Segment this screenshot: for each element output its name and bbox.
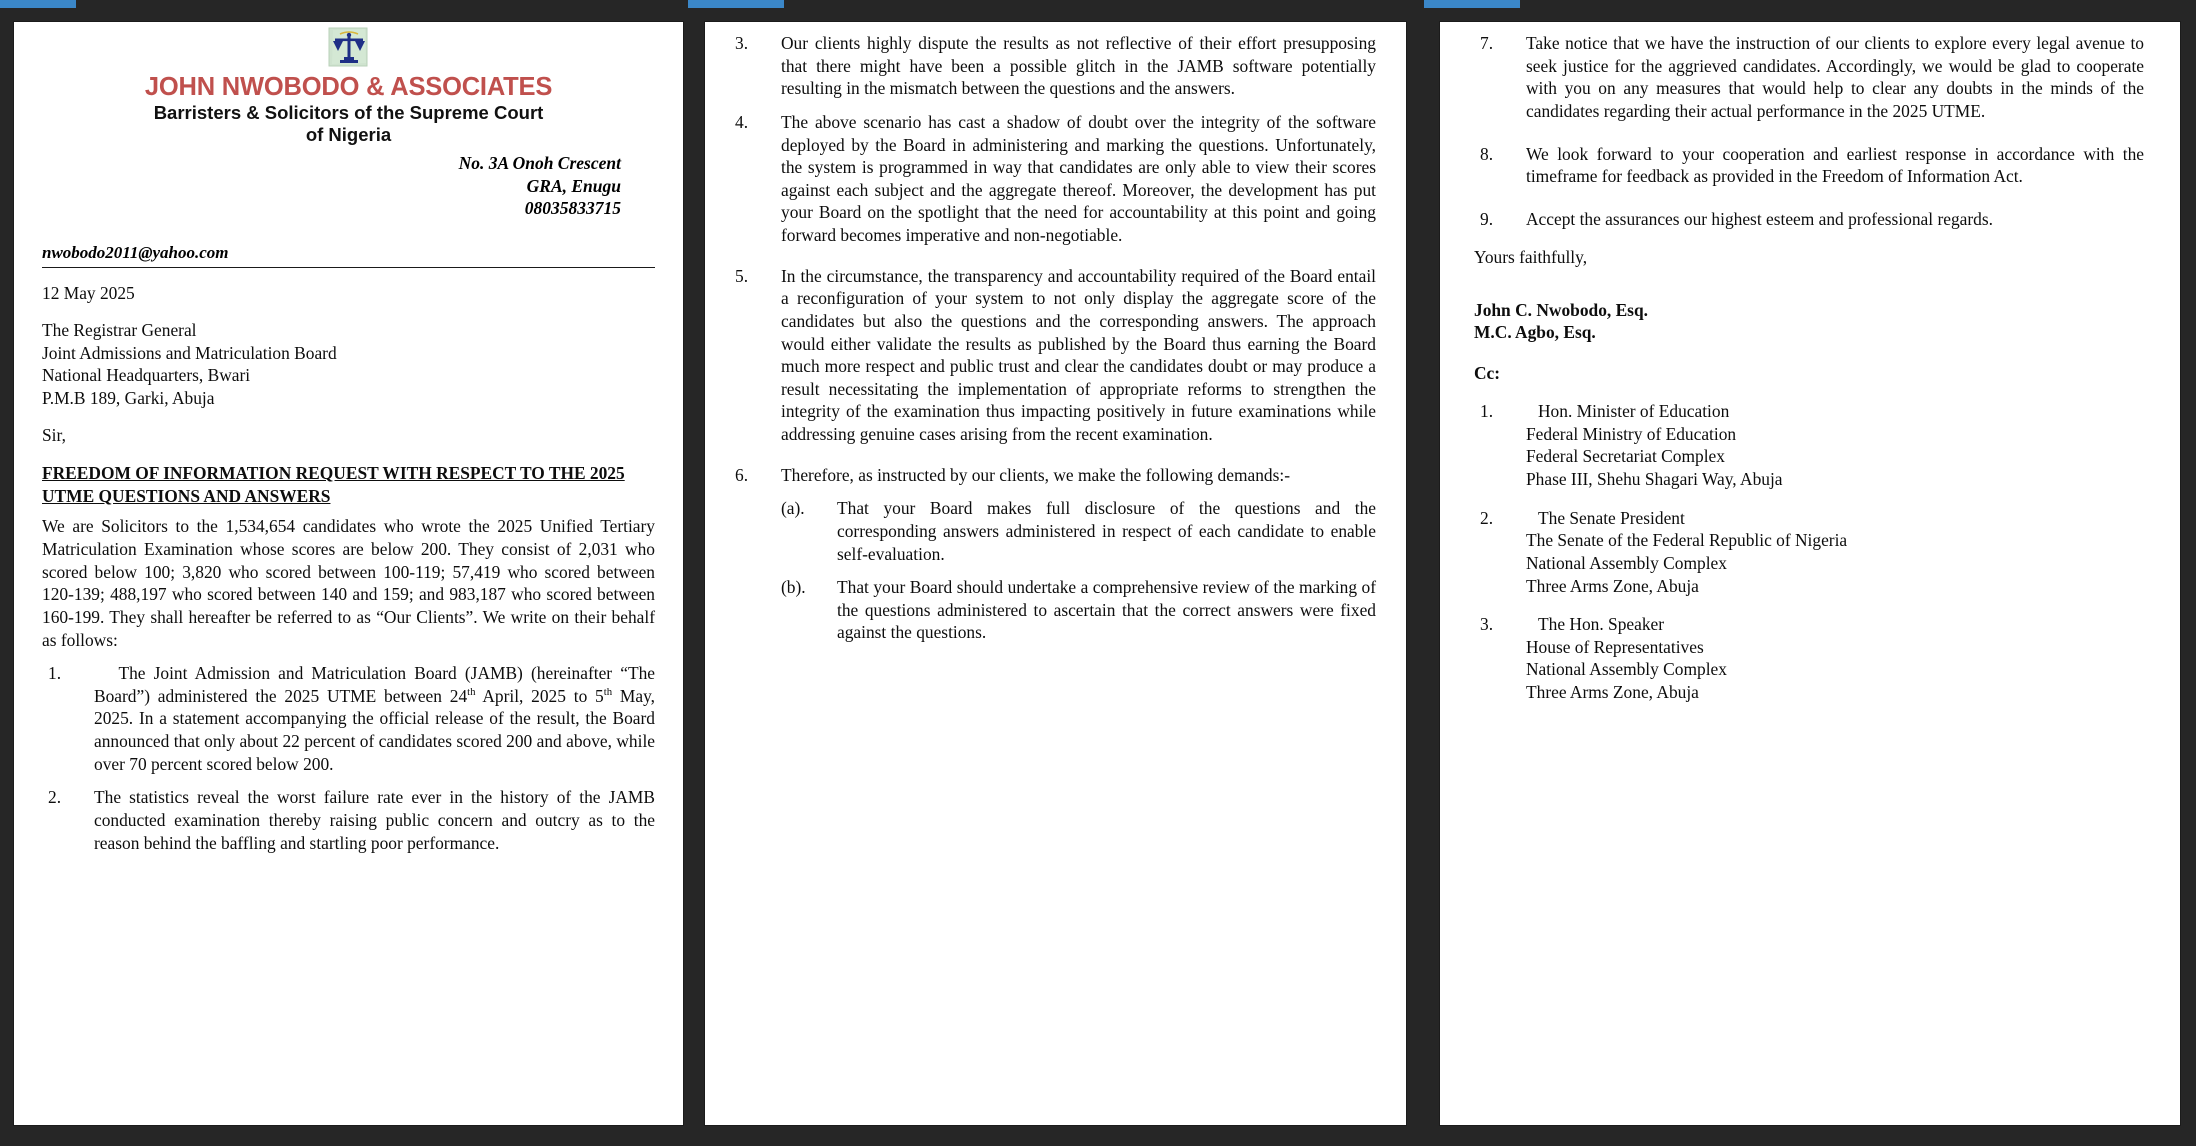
list-item-7-text: Take notice that we have the instruction of our clients to explore every legal avenue to seek justice for the aggrieved candidates. Accordingly, we would be glad to cooperate with you on any measures that would help to clear any doubts in the minds of the candidates regarding their actual performance in the 2025 UTME.: [1526, 33, 2144, 121]
cc-entry-2-line-3: National Assembly Complex: [1526, 552, 1727, 573]
recipient-line-3: National Headquarters, Bwari: [42, 365, 251, 386]
list-item-8-text: We look forward to your cooperation and earliest response in accordance with the timeframe for feedback as provided in the Freedom of Information Act.: [1526, 143, 2144, 187]
list-item-6a-text: That your Board makes full disclosure of the questions and the corresponding answers administered in respect of each candidate to enable self-evaluation.: [837, 498, 1376, 564]
page-tab-indicator-3[interactable]: [1424, 0, 1520, 8]
signatory-2: M.C. Agbo, Esq.: [1474, 322, 1596, 343]
list-item-3-number: 3.: [735, 33, 749, 53]
firm-address-line-2: GRA, Enugu: [526, 175, 621, 196]
cc-entry-2-line-4: Three Arms Zone, Abuja: [1526, 575, 1699, 596]
cc-entry-1: [1474, 400, 2144, 491]
list-item-5-text: In the circumstance, the transparency and accountability required of the Board entail a reconfiguration of your system to not only display the aggregate score of the candidates but also the questions and the corresponding answers. The approach would either validate the results as published by the Board thus earning the Board much more respect and public trust and clear the candidates doubt or may produce a result necessitating the implementation of appropriate reforms to strengthen the integrity of the examination thus impacting positively in future examinations while addressing genuine cases arising from the recent examination.: [781, 265, 1376, 444]
scales-of-justice-logo: [326, 26, 372, 72]
letter-subject: FREEDOM OF INFORMATION REQUEST WITH RESPECT TO THE 2025 UTME QUESTIONS AND ANSWERS: [42, 463, 625, 506]
cc-entry-2: [1474, 507, 2144, 598]
ordinal-suffix: th: [467, 685, 476, 698]
list-item-6-text: Therefore, as instructed by our clients, we make the following demands:-: [781, 464, 1290, 485]
list-item-9-text: Accept the assurances our highest esteem and professional regards.: [1526, 208, 1993, 229]
firm-email[interactable]: nwobodo2011@yahoo.com: [42, 243, 229, 263]
page-tab-indicator-2[interactable]: [688, 0, 784, 8]
firm-subtitle-line-2: of Nigeria: [305, 124, 392, 146]
list-item-4-number: 4.: [735, 111, 749, 132]
cc-entry-3-number: 3.: [1480, 614, 1494, 635]
list-item-6a: [781, 497, 1376, 565]
cc-entry-3-line-1: The Hon. Speaker: [1538, 614, 1665, 635]
document-page-3: [1440, 22, 2180, 1125]
list-item-7: [1474, 32, 2144, 123]
cc-entry-1-line-3: Federal Secretariat Complex: [1526, 446, 1725, 467]
list-item-9-number: 9.: [1480, 208, 1494, 229]
firm-address-line-1: No. 3A Onoh Crescent: [458, 153, 621, 174]
cc-entry-3-line-2: House of Representatives: [1526, 636, 1704, 657]
list-item-4: [729, 111, 1376, 247]
list-item-8-number: 8.: [1480, 143, 1494, 164]
cc-entry-3-line-4: Three Arms Zone, Abuja: [1526, 682, 1699, 703]
list-item-2: [42, 786, 655, 854]
closing-salutation: Yours faithfully,: [1474, 247, 1588, 268]
list-item-2-number: 2.: [48, 787, 62, 808]
recipient-line-2: Joint Admissions and Matriculation Board: [42, 342, 337, 363]
firm-logo-wrapper: [42, 26, 655, 72]
recipient-line-4: P.M.B 189, Garki, Abuja: [42, 387, 215, 408]
cc-label: Cc:: [1474, 362, 1501, 383]
list-item-5: [729, 265, 1376, 446]
cc-entry-2-line-1: The Senate President: [1538, 507, 1685, 528]
list-item-1-text: The Joint Admission and Matriculation Board (JAMB) (hereinafter “The Board”) administered the 2025 UTME between 24th April, 2025 to 5th May, 2025. In a statement accompanying the official release of the result, the Board announced that only about 22 percent of candidates scored 200 and above, while over 70 percent scored below 200.: [94, 663, 655, 774]
signatory-1: John C. Nwobodo, Esq.: [1474, 300, 1648, 320]
list-item-4-text: The above scenario has cast a shadow of doubt over the integrity of the software deployed by the Board in administering and marking the questions. Unfortunately, the system is programmed in way that candidates are only able to view their scores against each subject and the aggregate thereof. Moreover, the development has put your Board on the spotlight that the need for accountability at this point and going forward becomes imperative and non-negotiable.: [781, 111, 1376, 245]
list-item-3: [729, 32, 1376, 100]
recipient-address: [42, 319, 655, 410]
list-item-1: [42, 662, 655, 775]
firm-name: JOHN NWOBODO & ASSOCIATES: [144, 73, 553, 101]
opening-paragraph: We are Solicitors to the 1,534,654 candidates who wrote the 2025 Unified Tertiary Matriculation Examination whose scores are below 200. They consist of 2,031 who scored below 100; 3,820 who scored between 100-119; 57,419 who scored between 120-139; 488,197 who scored between 140 and 159; and 983,187 who scored between 160-199. They shall hereafter be referred to as “Our Clients”. We write on their behalf as follows:: [42, 516, 655, 650]
list-item-7-number: 7.: [1480, 33, 1494, 53]
list-item-9: [1474, 208, 2144, 231]
list-item-6b-number: (b).: [781, 577, 806, 598]
firm-subtitle-line-1: Barristers & Solicitors of the Supreme Court: [153, 101, 544, 123]
cc-entry-1-number: 1.: [1480, 401, 1494, 422]
signature-block: [1474, 299, 2144, 344]
cc-entry-2-line-2: The Senate of the Federal Republic of Nigeria: [1526, 530, 1848, 551]
list-item-5-number: 5.: [735, 265, 749, 286]
viewer-top-bar: [0, 0, 2196, 22]
list-item-6a-number: (a).: [781, 498, 805, 519]
letterhead-divider: [42, 267, 655, 268]
recipient-line-1: The Registrar General: [42, 320, 197, 340]
list-item-6b-text: That your Board should undertake a comprehensive review of the marking of the questions administered to ascertain that the correct answers were fixed against the questions.: [837, 577, 1376, 643]
cc-entry-1-line-1: Hon. Minister of Education: [1538, 401, 1730, 422]
cc-entry-1-line-2: Federal Ministry of Education: [1526, 423, 1737, 444]
cc-entry-3-line-3: National Assembly Complex: [1526, 659, 1727, 680]
list-item-6b: [781, 576, 1376, 644]
letter-date: 12 May 2025: [42, 283, 135, 304]
list-item-3-text: Our clients highly dispute the results as not reflective of their effort presupposing that there might have been a possible glitch in the JAMB software potentially resulting in the mismatch between the questions and the answers.: [781, 33, 1376, 99]
cc-entry-3: [1474, 613, 2144, 704]
list-item-1-number: 1.: [48, 663, 62, 684]
ordinal-suffix: th: [603, 685, 613, 698]
list-item-6-number: 6.: [735, 464, 749, 485]
list-item-8: [1474, 143, 2144, 188]
list-item-2-text: The statistics reveal the worst failure rate ever in the history of the JAMB conducted examination thereby raising public concern and outcry as to the reason behind the baffling and startling poor performance.: [94, 787, 655, 853]
document-page-2: [705, 22, 1406, 1125]
firm-address-block: [42, 152, 621, 219]
cc-entry-1-line-4: Phase III, Shehu Shagari Way, Abuja: [1526, 469, 1783, 490]
firm-phone: 08035833715: [524, 197, 621, 218]
list-item-6: [729, 464, 1376, 487]
salutation: Sir,: [42, 424, 66, 445]
page-tab-indicator-1[interactable]: [0, 0, 76, 8]
document-page-1: [14, 22, 683, 1125]
cc-entry-2-number: 2.: [1480, 507, 1494, 528]
